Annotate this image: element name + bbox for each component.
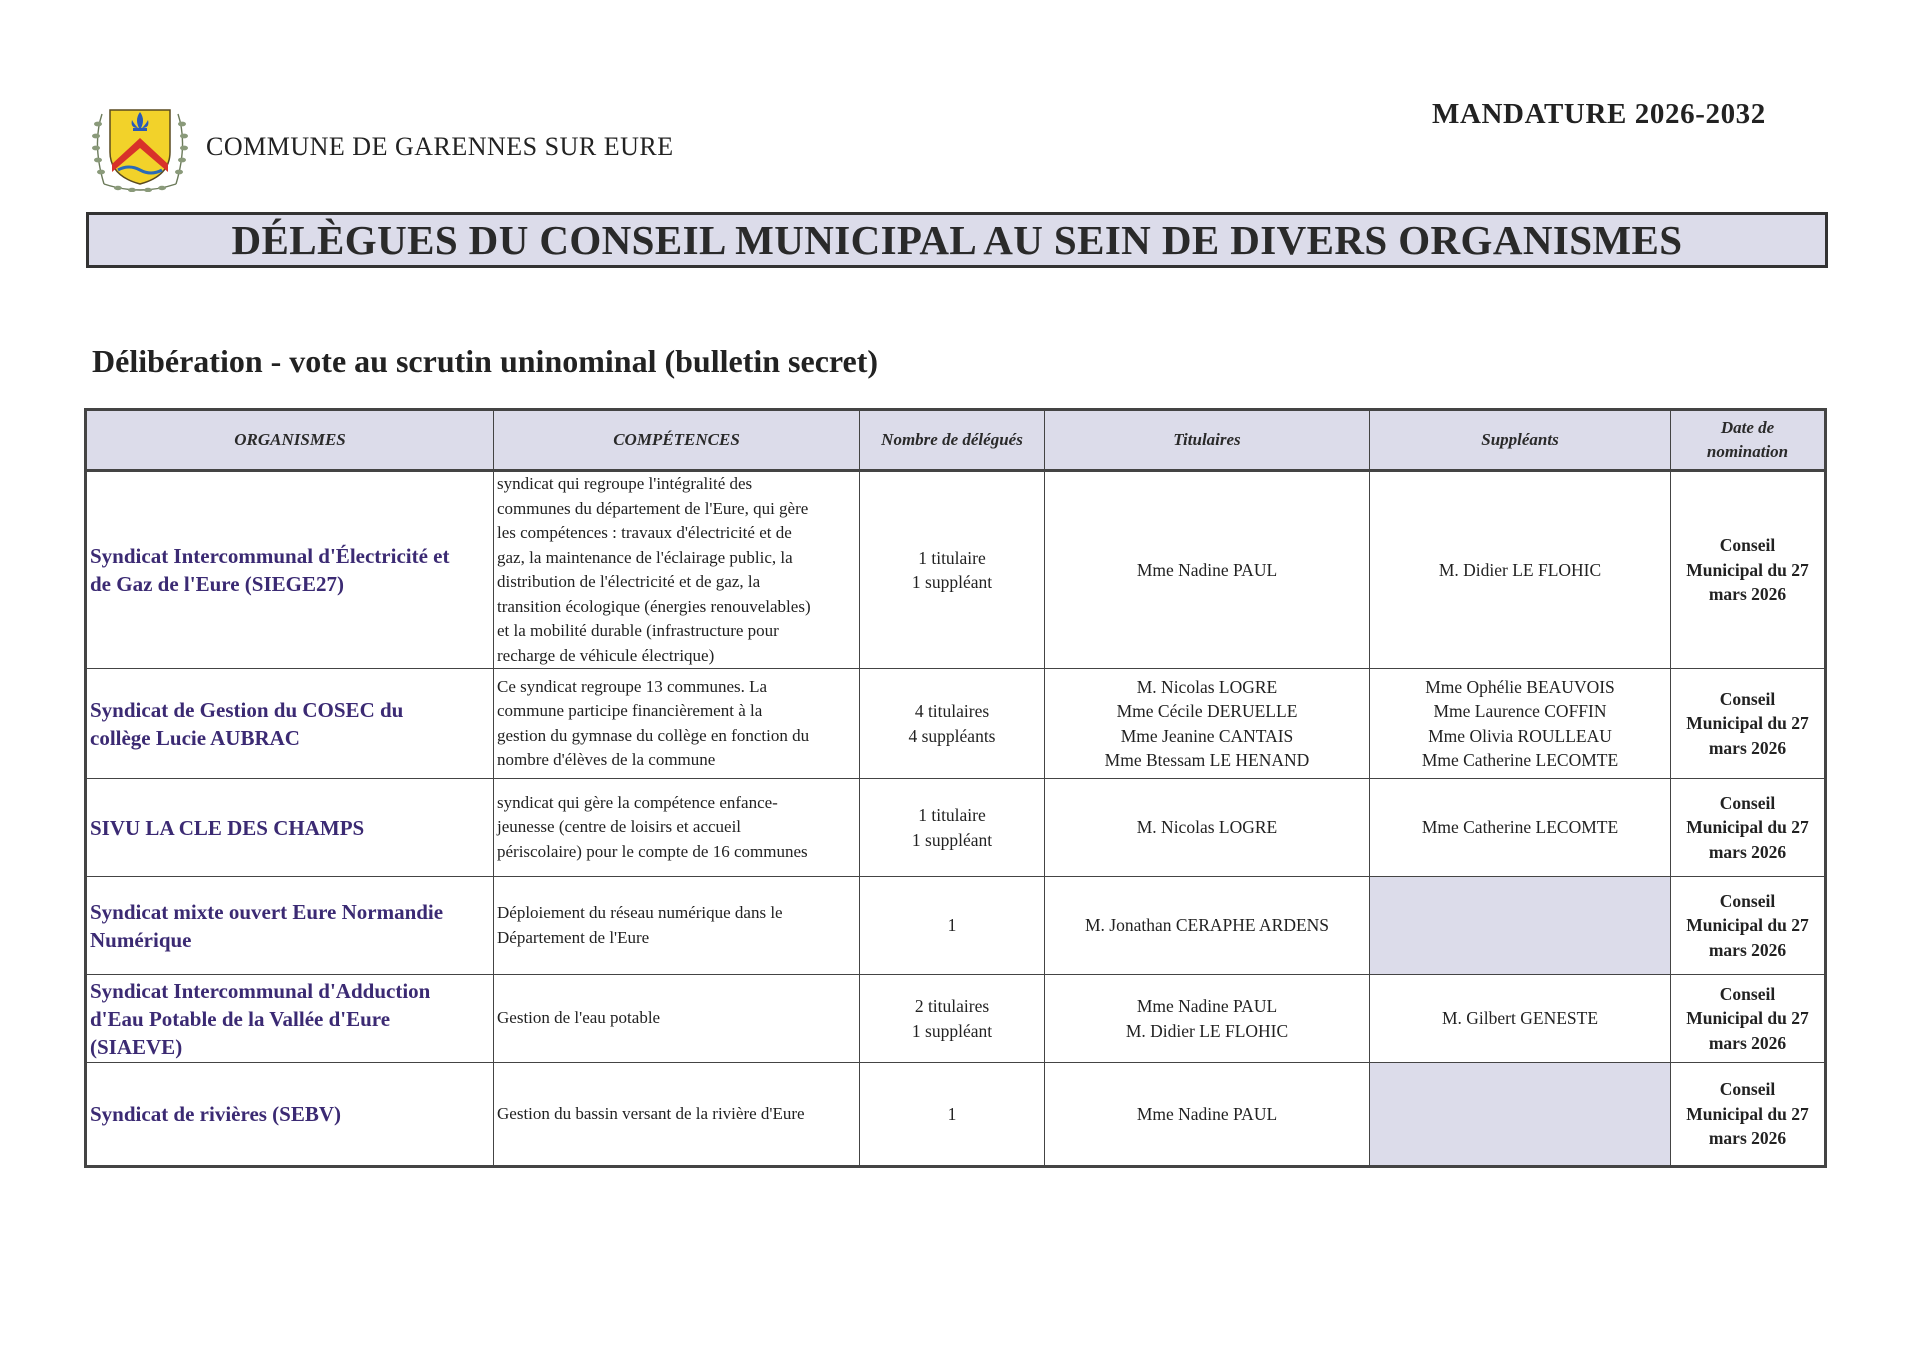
suppleants-list <box>1370 669 1671 779</box>
nomination-date-line: mars 2026 <box>1708 737 1787 758</box>
suppleants-list <box>1370 471 1671 669</box>
organisme-name <box>86 779 494 877</box>
organisme-name-line: (SIAEVE) <box>90 1034 183 1059</box>
nomination-date <box>1671 779 1826 877</box>
delegates-count-line: 1 titulaire <box>918 805 986 825</box>
organisme-name <box>86 669 494 779</box>
competences-text-line: Gestion de l'eau potable <box>497 1008 661 1028</box>
competences-text-line: gaz, la maintenance de l'éclairage public, la <box>497 547 793 567</box>
suppleants-list <box>1370 975 1671 1063</box>
competences-text-line: syndicat qui regroupe l'intégralité des <box>497 474 753 493</box>
organisme-name-line: Syndicat mixte ouvert Eure Normandie <box>90 899 444 924</box>
organisme-name-line: SIVU LA CLE DES CHAMPS <box>90 815 365 840</box>
suppleants-list-line: Mme Ophélie BEAUVOIS <box>1425 676 1615 697</box>
delegates-count <box>860 669 1045 779</box>
organisme-name-line: Syndicat Intercommunal d'Électricité et <box>90 544 450 568</box>
suppleants-list-line: Mme Catherine LECOMTE <box>1421 750 1619 770</box>
competences-text-line: transition écologique (énergies renouvelables) <box>497 596 811 616</box>
delegates-count <box>860 779 1045 877</box>
nomination-date-line: mars 2026 <box>1708 1032 1787 1053</box>
delegates-count-line: 1 <box>947 1103 957 1124</box>
titulaires-list-line: M. Didier LE FLOHIC <box>1125 1020 1289 1041</box>
competences-text <box>494 471 860 669</box>
nomination-date-line: Conseil <box>1719 890 1776 911</box>
organisme-name <box>86 877 494 975</box>
competences-text-line: gestion du gymnase du collège en fonction du <box>497 725 810 745</box>
titulaires-list-line: Mme Nadine PAUL <box>1136 996 1278 1016</box>
competences-text-line: nombre d'élèves de la commune <box>497 750 716 769</box>
competences-text <box>494 877 860 975</box>
table-header-row <box>86 410 1826 471</box>
titulaires-list-line: Mme Nadine PAUL <box>1136 559 1278 580</box>
delegates-count-line: 4 titulaires <box>914 701 990 721</box>
nomination-date-line: Conseil <box>1719 535 1776 556</box>
table-row <box>86 669 1826 779</box>
titulaires-list <box>1045 779 1370 877</box>
header-competences: COMPÉTENCES <box>494 410 860 471</box>
competences-text-line: communes du département de l'Eure, qui gère <box>497 498 809 518</box>
titulaires-list-line: Mme Btessam LE HENAND <box>1104 750 1310 770</box>
competences-text-line: distribution de l'électricité et de gaz, la <box>497 572 761 591</box>
nomination-date-line: Conseil <box>1719 1079 1776 1100</box>
delegates-count <box>860 1063 1045 1167</box>
competences-text <box>494 975 860 1063</box>
nomination-date <box>1671 669 1826 779</box>
suppleants-list-line: Mme Catherine LECOMTE <box>1421 817 1619 838</box>
delegates-count-line: 1 suppléant <box>911 1020 993 1041</box>
page-title: DÉLÈGUES DU CONSEIL MUNICIPAL AU SEIN DE DIVERS ORGANISMES <box>231 217 1683 263</box>
delegates-table <box>84 408 1827 1168</box>
titulaires-list <box>1045 975 1370 1063</box>
titulaires-list <box>1045 1063 1370 1167</box>
competences-text-line: périscolaire) pour le compte de 16 communes <box>497 841 808 861</box>
suppleants-list-line: M. Didier LE FLOHIC <box>1438 559 1602 580</box>
nomination-date-line: Municipal du 27 <box>1686 1008 1809 1029</box>
nomination-date-line: Conseil <box>1719 983 1776 1004</box>
nomination-date-line: mars 2026 <box>1708 841 1787 862</box>
nomination-date <box>1671 877 1826 975</box>
nomination-date-line: Municipal du 27 <box>1686 559 1809 580</box>
competences-text-line: les compétences : travaux d'électricité et de <box>497 523 792 542</box>
nomination-date-line: Municipal du 27 <box>1686 817 1809 838</box>
header-organismes: ORGANISMES <box>86 410 494 471</box>
suppleants-list <box>1370 1063 1671 1167</box>
titulaires-list-line: M. Nicolas LOGRE <box>1136 817 1278 838</box>
nomination-date <box>1671 471 1826 669</box>
titulaires-list-line: M. Nicolas LOGRE <box>1136 676 1278 697</box>
competences-text <box>494 779 860 877</box>
table-row <box>86 779 1826 877</box>
nomination-date-line: mars 2026 <box>1708 939 1787 960</box>
suppleants-list <box>1370 779 1671 877</box>
competences-text <box>494 1063 860 1167</box>
nomination-date-line: mars 2026 <box>1708 1128 1787 1149</box>
nomination-date-line: Municipal du 27 <box>1686 915 1809 936</box>
organisme-name-line: collège Lucie AUBRAC <box>90 725 300 750</box>
header-nombre: Nombre de délégués <box>860 410 1045 471</box>
competences-text-line: commune participe financièrement à la <box>497 701 763 720</box>
table-row <box>86 975 1826 1063</box>
titulaires-list-line: Mme Jeanine CANTAIS <box>1120 725 1294 746</box>
organisme-name-line: Syndicat de rivières (SEBV) <box>90 1102 342 1126</box>
delegates-count-line: 4 suppléants <box>908 725 996 746</box>
organisme-name <box>86 1063 494 1167</box>
table-row <box>86 471 1826 669</box>
deliberation-subtitle: Délibération - vote au scrutin uninominal (bulletin secret) <box>92 343 879 379</box>
competences-text-line: Déploiement du réseau numérique dans le <box>497 903 783 922</box>
nomination-date-line: Municipal du 27 <box>1686 713 1809 734</box>
suppleants-list-line: Mme Olivia ROULLEAU <box>1428 725 1612 746</box>
delegates-count <box>860 877 1045 975</box>
suppleants-list <box>1370 877 1671 975</box>
delegates-count-line: 1 titulaire <box>918 547 986 568</box>
delegates-count <box>860 975 1045 1063</box>
delegates-count-line: 1 suppléant <box>911 829 993 850</box>
table-row <box>86 877 1826 975</box>
header-suppleants: Suppléants <box>1370 410 1671 471</box>
titulaires-list <box>1045 471 1370 669</box>
nomination-date-line: Municipal du 27 <box>1686 1103 1809 1124</box>
organisme-name <box>86 975 494 1063</box>
suppleants-list-line: M. Gilbert GENESTE <box>1441 1008 1599 1029</box>
commune-name: COMMUNE DE GARENNES SUR EURE <box>206 132 674 161</box>
competences-text <box>494 669 860 779</box>
delegates-count-line: 2 titulaires <box>914 996 990 1016</box>
nomination-date-line: Conseil <box>1719 792 1776 813</box>
organisme-name-line: Syndicat de Gestion du COSEC du <box>90 697 404 722</box>
competences-text-line: jeunesse (centre de loisirs et accueil <box>497 817 742 837</box>
nomination-date <box>1671 1063 1826 1167</box>
competences-text-line: et la mobilité durable (infrastructure pour <box>497 621 779 640</box>
nomination-date <box>1671 975 1826 1063</box>
nomination-date-line: mars 2026 <box>1708 584 1787 605</box>
titulaires-list <box>1045 877 1370 975</box>
nomination-date-line: Conseil <box>1719 688 1776 709</box>
competences-text-line: syndicat qui gère la compétence enfance- <box>497 792 778 812</box>
delegates-count-line: 1 suppléant <box>911 572 993 592</box>
header-titulaires: Titulaires <box>1045 410 1370 471</box>
header-date-line: Date de <box>1720 418 1775 437</box>
titulaires-list-line: Mme Cécile DERUELLE <box>1116 701 1298 721</box>
organisme-name-line: Numérique <box>90 927 192 952</box>
table-row <box>86 1063 1826 1167</box>
titulaires-list <box>1045 669 1370 779</box>
competences-text-line: Département de l'Eure <box>497 927 650 947</box>
titulaires-list-line: Mme Nadine PAUL <box>1136 1103 1278 1124</box>
titulaires-list-line: M. Jonathan CERAPHE ARDENS <box>1084 915 1330 936</box>
organisme-name <box>86 471 494 669</box>
suppleants-list-line: Mme Laurence COFFIN <box>1433 701 1607 721</box>
coat-of-arms-icon <box>88 104 192 192</box>
organisme-name-line: de Gaz de l'Eure (SIEGE27) <box>90 572 344 596</box>
organisme-name-line: d'Eau Potable de la Vallée d'Eure <box>90 1006 391 1031</box>
mandature-label: MANDATURE 2026-2032 <box>1432 98 1766 130</box>
delegates-count-line: 1 <box>947 915 957 936</box>
competences-text-line: recharge de véhicule électrique) <box>497 645 715 665</box>
header-date <box>1671 410 1826 471</box>
competences-text-line: Ce syndicat regroupe 13 communes. La <box>497 676 768 696</box>
organisme-name-line: Syndicat Intercommunal d'Adduction <box>90 978 431 1003</box>
competences-text-line: Gestion du bassin versant de la rivière d'Eure <box>497 1103 805 1123</box>
title-banner <box>86 212 1828 268</box>
header-date-line: nomination <box>1706 442 1789 461</box>
delegates-count <box>860 471 1045 669</box>
